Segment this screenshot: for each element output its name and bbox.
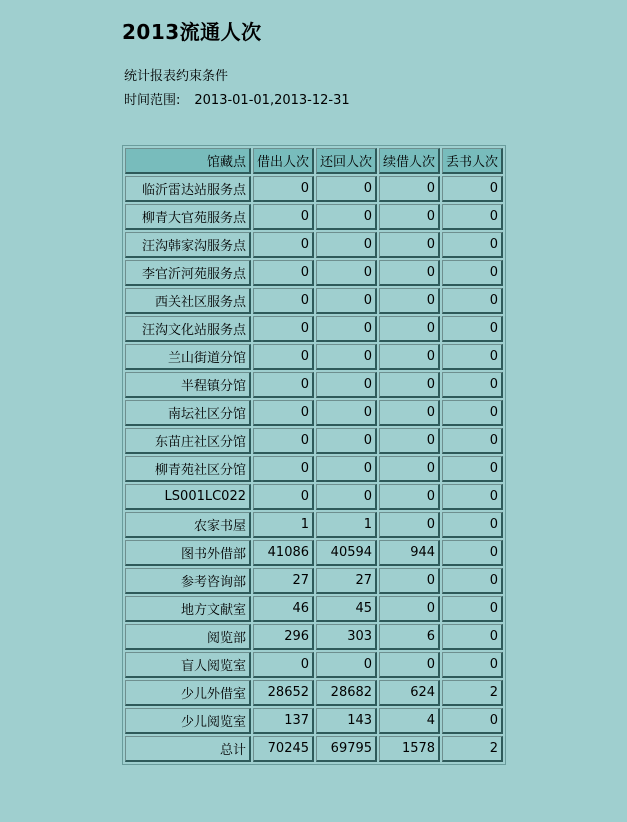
- location-cell: 阅览部: [125, 624, 251, 650]
- table-row: [125, 400, 503, 426]
- location-cell: 参考咨询部: [125, 568, 251, 594]
- renewals-cell: 0: [379, 512, 440, 538]
- table-row: [125, 176, 503, 202]
- returns-cell: 40594: [316, 540, 377, 566]
- table-total-row: [125, 736, 503, 762]
- returns-cell: 0: [316, 484, 377, 510]
- returns-cell: 28682: [316, 680, 377, 706]
- renewals-cell: 1578: [379, 736, 440, 762]
- renewals-cell: 4: [379, 708, 440, 734]
- returns-cell: 0: [316, 652, 377, 678]
- table-row: [125, 288, 503, 314]
- location-cell: 盲人阅览室: [125, 652, 251, 678]
- table-row: [125, 484, 503, 510]
- returns-cell: 0: [316, 344, 377, 370]
- table-row: [125, 596, 503, 622]
- returns-cell: 0: [316, 316, 377, 342]
- table-row: [125, 652, 503, 678]
- table-row: [125, 344, 503, 370]
- lost-cell: 0: [442, 456, 503, 482]
- returns-cell: 0: [316, 176, 377, 202]
- table-row: [125, 568, 503, 594]
- lost-cell: 0: [442, 652, 503, 678]
- column-header-returns: 还回人次: [316, 148, 377, 174]
- checkouts-cell: 70245: [253, 736, 314, 762]
- location-cell: 农家书屋: [125, 512, 251, 538]
- table-row: [125, 680, 503, 706]
- returns-cell: 0: [316, 260, 377, 286]
- table-header-row: [125, 148, 503, 174]
- table-row: [125, 316, 503, 342]
- table-row: [125, 260, 503, 286]
- column-header-checkouts: 借出人次: [253, 148, 314, 174]
- returns-cell: 0: [316, 400, 377, 426]
- table-row: [125, 708, 503, 734]
- table-row: [125, 456, 503, 482]
- renewals-cell: 0: [379, 372, 440, 398]
- location-cell: 少儿外借室: [125, 680, 251, 706]
- renewals-cell: 0: [379, 428, 440, 454]
- renewals-cell: 0: [379, 288, 440, 314]
- lost-cell: 0: [442, 484, 503, 510]
- renewals-cell: 0: [379, 316, 440, 342]
- column-header-location: 馆藏点: [125, 148, 251, 174]
- lost-cell: 0: [442, 232, 503, 258]
- location-cell: 临沂雷达站服务点: [125, 176, 251, 202]
- returns-cell: 0: [316, 456, 377, 482]
- time-range-value: 2013-01-01,2013-12-31: [194, 93, 350, 108]
- table-row: [125, 428, 503, 454]
- checkouts-cell: 28652: [253, 680, 314, 706]
- checkouts-cell: 0: [253, 232, 314, 258]
- checkouts-cell: 296: [253, 624, 314, 650]
- renewals-cell: 0: [379, 260, 440, 286]
- checkouts-cell: 0: [253, 400, 314, 426]
- lost-cell: 2: [442, 736, 503, 762]
- checkouts-cell: 0: [253, 428, 314, 454]
- table-row: [125, 624, 503, 650]
- renewals-cell: 6: [379, 624, 440, 650]
- returns-cell: 0: [316, 232, 377, 258]
- renewals-cell: 0: [379, 400, 440, 426]
- lost-cell: 0: [442, 624, 503, 650]
- location-cell: 汪沟韩家沟服务点: [125, 232, 251, 258]
- returns-cell: 0: [316, 372, 377, 398]
- table-row: [125, 540, 503, 566]
- checkouts-cell: 0: [253, 176, 314, 202]
- table-row: [125, 204, 503, 230]
- location-cell: 图书外借部: [125, 540, 251, 566]
- page-title: 2013流通人次: [122, 20, 262, 44]
- lost-cell: 0: [442, 316, 503, 342]
- checkouts-cell: 0: [253, 288, 314, 314]
- location-cell: 地方文献室: [125, 596, 251, 622]
- lost-cell: 0: [442, 372, 503, 398]
- table-row: [125, 372, 503, 398]
- checkouts-cell: 0: [253, 260, 314, 286]
- checkouts-cell: 0: [253, 316, 314, 342]
- location-cell: 汪沟文化站服务点: [125, 316, 251, 342]
- table-row: [125, 232, 503, 258]
- returns-cell: 69795: [316, 736, 377, 762]
- lost-cell: 0: [442, 344, 503, 370]
- lost-cell: 0: [442, 512, 503, 538]
- lost-cell: 0: [442, 596, 503, 622]
- lost-cell: 0: [442, 260, 503, 286]
- location-cell: 南坛社区分馆: [125, 400, 251, 426]
- checkouts-cell: 0: [253, 204, 314, 230]
- checkouts-cell: 41086: [253, 540, 314, 566]
- returns-cell: 0: [316, 428, 377, 454]
- location-cell: 柳青大官苑服务点: [125, 204, 251, 230]
- time-range-label: 时间范围:: [124, 93, 181, 108]
- checkouts-cell: 137: [253, 708, 314, 734]
- renewals-cell: 0: [379, 596, 440, 622]
- location-cell: 半程镇分馆: [125, 372, 251, 398]
- renewals-cell: 0: [379, 204, 440, 230]
- checkouts-cell: 0: [253, 652, 314, 678]
- constraints-heading: 统计报表约束条件: [124, 69, 229, 84]
- renewals-cell: 624: [379, 680, 440, 706]
- checkouts-cell: 0: [253, 372, 314, 398]
- location-cell: 兰山街道分馆: [125, 344, 251, 370]
- column-header-lost: 丢书人次: [442, 148, 503, 174]
- lost-cell: 0: [442, 540, 503, 566]
- table-body: [125, 176, 503, 762]
- location-cell: 东苗庄社区分馆: [125, 428, 251, 454]
- location-cell: 总计: [125, 736, 251, 762]
- returns-cell: 0: [316, 204, 377, 230]
- renewals-cell: 944: [379, 540, 440, 566]
- returns-cell: 143: [316, 708, 377, 734]
- lost-cell: 2: [442, 680, 503, 706]
- lost-cell: 0: [442, 400, 503, 426]
- checkouts-cell: 1: [253, 512, 314, 538]
- lost-cell: 0: [442, 428, 503, 454]
- table-row: [125, 512, 503, 538]
- time-range: [124, 89, 350, 108]
- location-cell: LS001LC022: [125, 484, 251, 510]
- lost-cell: 0: [442, 204, 503, 230]
- lost-cell: 0: [442, 176, 503, 202]
- lost-cell: 0: [442, 568, 503, 594]
- returns-cell: 0: [316, 288, 377, 314]
- location-cell: 少儿阅览室: [125, 708, 251, 734]
- lost-cell: 0: [442, 708, 503, 734]
- renewals-cell: 0: [379, 568, 440, 594]
- location-cell: 柳青苑社区分馆: [125, 456, 251, 482]
- checkouts-cell: 0: [253, 344, 314, 370]
- renewals-cell: 0: [379, 456, 440, 482]
- location-cell: 西关社区服务点: [125, 288, 251, 314]
- returns-cell: 1: [316, 512, 377, 538]
- renewals-cell: 0: [379, 176, 440, 202]
- location-cell: 李官沂河苑服务点: [125, 260, 251, 286]
- renewals-cell: 0: [379, 484, 440, 510]
- checkouts-cell: 0: [253, 484, 314, 510]
- returns-cell: 303: [316, 624, 377, 650]
- checkouts-cell: 27: [253, 568, 314, 594]
- checkouts-cell: 0: [253, 456, 314, 482]
- renewals-cell: 0: [379, 344, 440, 370]
- renewals-cell: 0: [379, 652, 440, 678]
- returns-cell: 45: [316, 596, 377, 622]
- circulation-stats-table: [122, 145, 506, 765]
- returns-cell: 27: [316, 568, 377, 594]
- column-header-renewals: 续借人次: [379, 148, 440, 174]
- lost-cell: 0: [442, 288, 503, 314]
- checkouts-cell: 46: [253, 596, 314, 622]
- renewals-cell: 0: [379, 232, 440, 258]
